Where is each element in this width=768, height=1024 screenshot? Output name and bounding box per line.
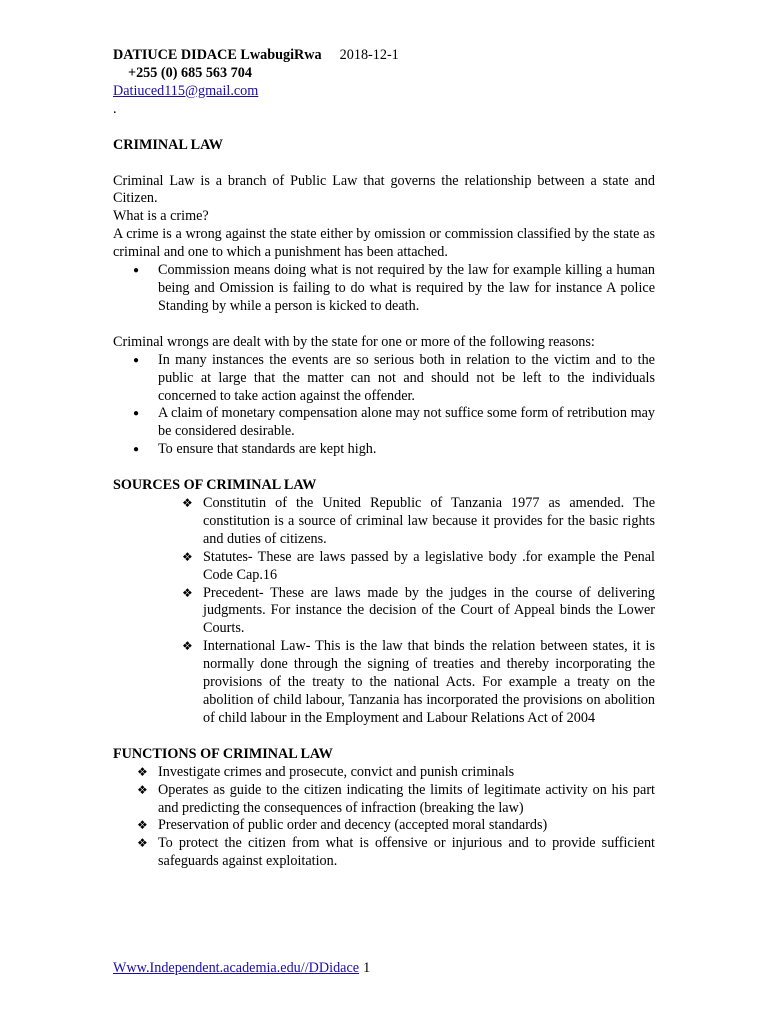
page-footer — [113, 960, 370, 978]
list-item: ❖ Precedent- These are laws made by the judges in the course of delivering judgments. For instance the decision of the Court of Appeal binds the Lower Courts. — [182, 584, 655, 637]
intro-paragraph: Criminal Law is a branch of Public Law that governs the relationship between a state and Citizen. — [113, 172, 655, 207]
functions-list — [113, 764, 655, 871]
phone-number: +255 (0) 685 563 704 — [128, 64, 252, 81]
crime-question: What is a crime? — [113, 208, 209, 225]
bullet-icon: ● — [133, 408, 140, 420]
definition-bullets — [113, 262, 655, 316]
sources-list — [113, 495, 655, 728]
footer-website-link[interactable]: Www.Independent.academia.edu//DDidace — [113, 960, 360, 976]
page-number: 1 — [363, 960, 371, 976]
list-item: ❖ International Law- This is the law that binds the relation between states, it is normally done through the signing of treaties and thereby incorporating the provisions of the treaty to the national Acts. For example a treaty on the abolition of child labour, Tanzania has incorporated the provisions on abolition of child labour in the Employment and Labour Relations Act of 2004 — [182, 638, 655, 726]
list-item: ❖ Statutes- These are laws passed by a legislative body .for example the Penal Code Cap.16 — [182, 548, 655, 583]
list-item: ● To ensure that standards are kept high. — [133, 441, 377, 458]
crime-definition: A crime is a wrong against the state either by omission or commission classified by the state as criminal and one to which a punishment has been attached. — [113, 226, 655, 261]
email-link[interactable]: Datiuced115@gmail.com — [113, 82, 259, 99]
functions-heading: FUNCTIONS OF CRIMINAL LAW — [113, 745, 333, 762]
list-item: ● A claim of monetary compensation alone may not suffice some form of retribution may be considered desirable. — [133, 405, 655, 440]
reasons-list — [113, 352, 655, 459]
list-item: ● Commission means doing what is not required by the law for example killing a human being and Omission is failing to do what is required by the law for instance A police Standing by while a person is kicked to death. — [133, 262, 655, 314]
document-title: CRIMINAL LAW — [113, 136, 223, 153]
sources-heading: SOURCES OF CRIMINAL LAW — [113, 477, 317, 494]
diamond-bullet-icon: ❖ — [182, 639, 193, 654]
list-item: ❖ Operates as guide to the citizen indicating the limits of legitimate activity on his part and predicting the consequences of infraction (breaking the law) — [137, 781, 655, 816]
diamond-bullet-icon: ❖ — [137, 782, 148, 797]
diamond-bullet-icon: ❖ — [182, 549, 193, 564]
diamond-bullet-icon: ❖ — [137, 764, 148, 779]
list-item: ❖ Investigate crimes and prosecute, convict and punish criminals — [137, 763, 515, 780]
list-item: ❖ Preservation of public order and decency (accepted moral standards) — [137, 817, 548, 834]
bullet-icon: ● — [133, 444, 140, 456]
stray-dot: . — [113, 100, 117, 117]
bullet-icon: ● — [133, 354, 140, 366]
diamond-bullet-icon: ❖ — [137, 818, 148, 833]
author-name: DATIUCE DIDACE LwabugiRwa — [113, 47, 322, 63]
list-item: ● In many instances the events are so serious both in relation to the victim and to the public at large that the matter can not and should not be left to the individuals concerned to take action against the offender. — [133, 351, 655, 404]
diamond-bullet-icon: ❖ — [137, 836, 148, 851]
list-item: ❖ Constitutin of the United Republic of Tanzania 1977 as amended. The constitution is a source of criminal law because it provides for the basic rights and duties of citizens. — [182, 495, 655, 547]
author-line — [113, 47, 655, 65]
list-item: ❖ To protect the citizen from what is offensive or injurious and to provide sufficient safeguards against exploitation. — [137, 835, 655, 870]
reasons-lead: Criminal wrongs are dealt with by the state for one or more of the following reasons: — [113, 333, 595, 350]
diamond-bullet-icon: ❖ — [182, 496, 193, 511]
document-date: 2018-12-1 — [339, 47, 399, 63]
bullet-icon: ● — [133, 265, 140, 277]
diamond-bullet-icon: ❖ — [182, 585, 193, 600]
document-page — [113, 47, 655, 871]
